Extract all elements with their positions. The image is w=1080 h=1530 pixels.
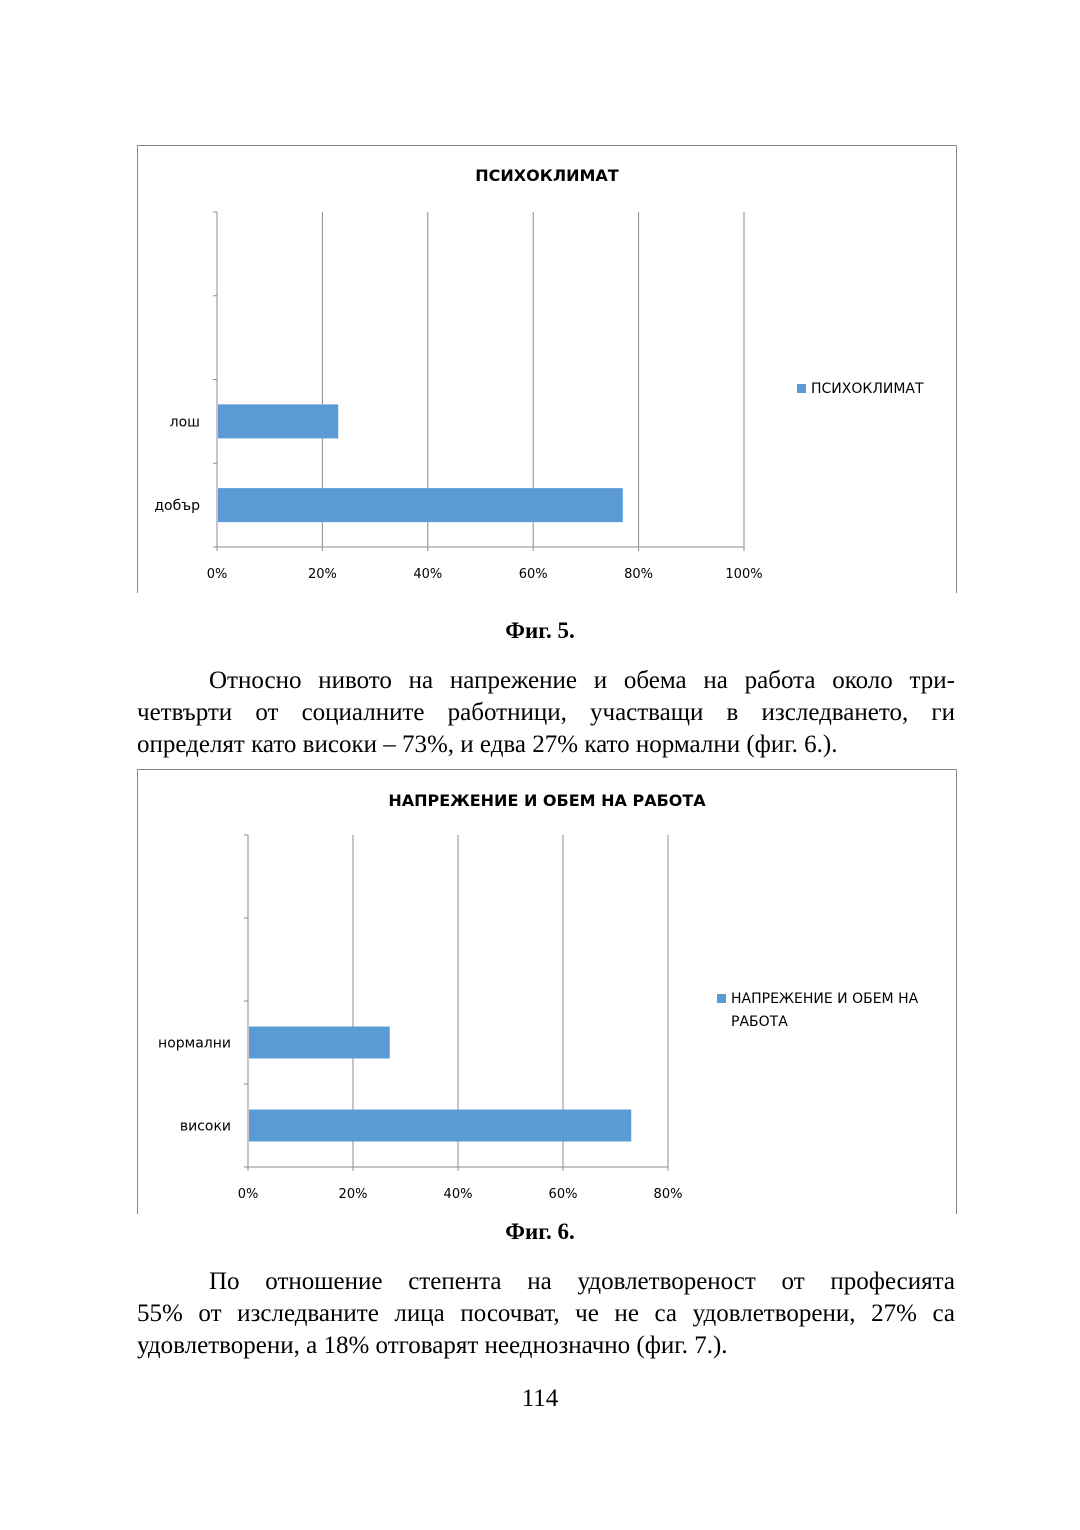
- x-tick-label: 20%: [307, 567, 337, 582]
- caption-fig5: Фиг. 5.: [505, 618, 575, 643]
- chart-title: ПСИХОКЛИМАТ: [475, 166, 619, 185]
- paragraph-2-line: удовлетворени, а 18% отговарят нееднозначно (фиг. 7.).: [137, 1332, 728, 1359]
- legend-swatch: [717, 994, 726, 1003]
- paragraph-2-line: По отношение степента на удовлетвореност от професията: [209, 1268, 955, 1295]
- legend-swatch: [797, 384, 806, 393]
- category-label: добър: [154, 498, 200, 515]
- x-tick-label: 40%: [413, 567, 443, 582]
- legend-label: НАПРЕЖЕНИЕ И ОБЕМ НА: [731, 991, 919, 1007]
- category-label: високи: [179, 1118, 231, 1135]
- paragraph-1-line: определят като високи – 73%, и едва 27% като нормални (фиг. 6.).: [137, 731, 838, 758]
- x-tick-label: 60%: [548, 1187, 578, 1202]
- x-tick-label: 80%: [624, 567, 654, 582]
- paragraph-2: [137, 1266, 955, 1362]
- paragraph-2-line: 55% от изследваните лица посочват, че не са удовлетворени, 27% са: [137, 1300, 955, 1327]
- x-tick-label: 60%: [518, 567, 548, 582]
- paragraph-1-line: четвърти от социалните работници, участващи в изследването, ги: [137, 699, 955, 726]
- x-tick-label: 20%: [338, 1187, 368, 1202]
- chart-fig5-svg: [138, 146, 956, 593]
- paragraph-1: [137, 665, 955, 761]
- bar-добър: [218, 488, 623, 522]
- x-tick-label: 0%: [206, 567, 228, 582]
- bar-високи: [249, 1110, 631, 1142]
- chart-title: НАПРЕЖЕНИЕ И ОБЕМ НА РАБОТА: [388, 791, 706, 810]
- category-label: нормални: [158, 1035, 231, 1052]
- x-tick-label: 80%: [653, 1187, 683, 1202]
- bar-нормални: [249, 1027, 390, 1059]
- legend-label: ПСИХОКЛИМАТ: [811, 381, 924, 397]
- x-tick-label: 40%: [443, 1187, 473, 1202]
- bar-лош: [218, 404, 338, 438]
- legend-label: РАБОТА: [731, 1014, 788, 1030]
- paragraph-1-line: Относно нивото на напрежение и обема на работа около три-: [209, 667, 955, 694]
- chart-fig6-svg: [138, 770, 956, 1214]
- x-tick-label: 0%: [237, 1187, 259, 1202]
- caption-fig6: Фиг. 6.: [505, 1219, 575, 1244]
- page-number: 114: [521, 1385, 559, 1412]
- chart-fig6: [137, 769, 957, 1214]
- chart-fig5: [137, 145, 957, 593]
- category-label: лош: [169, 414, 200, 431]
- x-tick-label: 100%: [725, 567, 763, 582]
